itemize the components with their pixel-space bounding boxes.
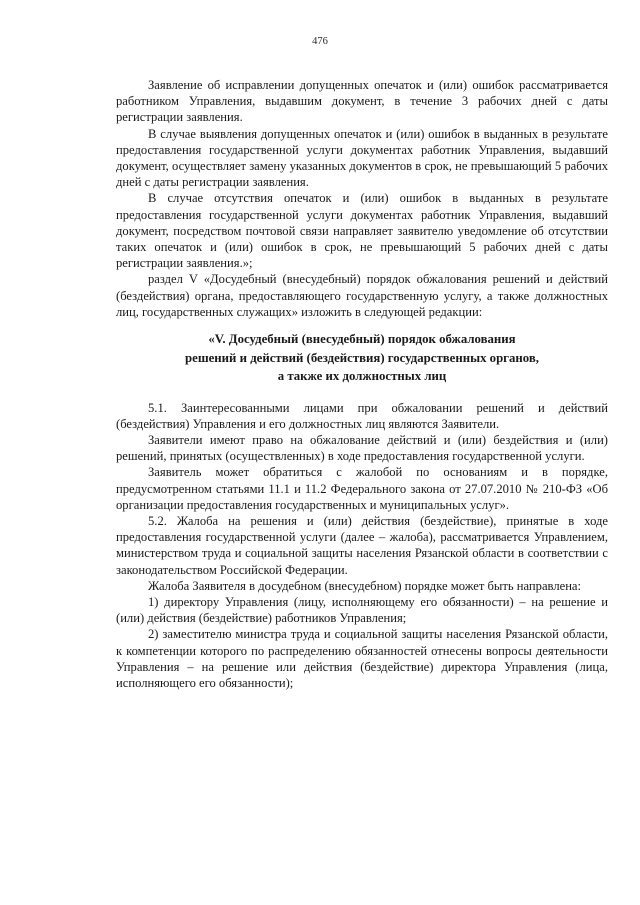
paragraph: 2) заместителю министра труда и социальной защиты населения Рязанской области, к компетенции которого по распределению обязанностей отнесены вопросы деятельности Управления – на решение или действия (бездействие) директора Управления (лица, исполняющего его обязанности);	[116, 627, 608, 690]
paragraph: 1) директору Управления (лицу, исполняющему его обязанности) – на решение и (или) действия (бездействие) работников Управления;	[116, 594, 608, 626]
paragraph: В случае выявления допущенных опечаток и (или) ошибок в выданных в результате предоставления государственной услуги документах работник Управления, выдавший документ, осуществляет замену указанных документов в срок, не превышающий 5 рабочих дней с даты регистрации заявления.	[116, 126, 608, 190]
heading-line: а также их должностных лиц	[277, 369, 447, 384]
section-heading	[116, 330, 608, 386]
paragraph: В случае отсутствия опечаток и (или) ошибок в выданных в результате предоставления государственной услуги документах работник Управления, выдавший документ, посредством почтовой связи направляет заявителю уведомление об отсутствии таких опечаток и (или) ошибок в срок, не превышающий 5 рабочих дней с даты регистрации заявления.»;	[116, 191, 608, 271]
page-number: 476	[312, 36, 328, 47]
document-body	[116, 77, 608, 691]
paragraph: Жалоба Заявителя в досудебном (внесудебном) порядке может быть направлена:	[148, 578, 582, 593]
paragraph: Заявители имеют право на обжалование действий и (или) бездействия и (или) решений, принятых (осуществленных) в ходе предоставления государственной услуги.	[116, 432, 608, 464]
heading-line: «V. Досудебный (внесудебный) порядок обжалования	[208, 332, 516, 347]
heading-line: решений и действий (бездействия) государственных органов,	[185, 350, 539, 365]
paragraph: раздел V «Досудебный (внесудебный) порядок обжалования решений и действий (бездействия) органа, предоставляющего государственную услугу, а также должностных лиц, государственных служащих» изложить в следующей редакции:	[116, 272, 608, 319]
paragraph: 5.2. Жалоба на решения и (или) действия (бездействие), принятые в ходе предоставления государственной услуги (далее – жалоба), рассматривается Управлением, министерством труда и социальной защиты населения Рязанской области в соответствии с законодательством Российской Федерации.	[116, 513, 608, 577]
paragraph: Заявление об исправлении допущенных опечаток и (или) ошибок рассматривается работником Управления, выдавшим документ, в течение 3 рабочих дней с даты регистрации заявления.	[116, 78, 608, 125]
paragraph: 5.1. Заинтересованными лицами при обжаловании решений и действий (бездействия) Управления и его должностных лиц являются Заявители.	[116, 400, 608, 431]
paragraph: Заявитель может обратиться с жалобой по основаниям и в порядке, предусмотренном статьями 11.1 и 11.2 Федерального закона от 27.07.2010 № 210-ФЗ «Об организации предоставления государственных и муниципальных услуг».	[116, 465, 608, 512]
